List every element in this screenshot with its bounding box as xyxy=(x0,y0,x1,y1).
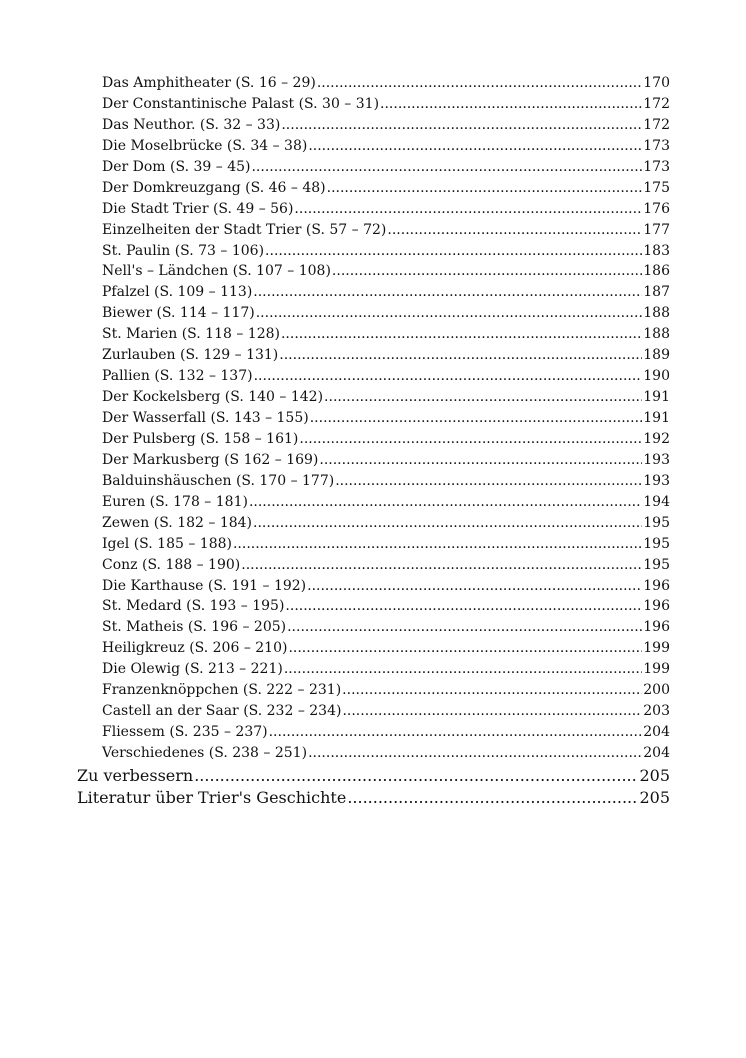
toc-entry[interactable] xyxy=(102,598,670,619)
toc-entry[interactable] xyxy=(102,640,670,661)
dot-leader xyxy=(387,222,642,238)
toc-entry[interactable] xyxy=(102,703,670,724)
dot-leader xyxy=(308,138,642,154)
dot-leader xyxy=(256,305,643,321)
dot-leader xyxy=(254,368,643,384)
dot-leader xyxy=(380,96,642,112)
toc-entry-page: 195 xyxy=(643,556,670,573)
dot-leader xyxy=(308,745,642,761)
toc-entry-title: Pfalzel (S. 109 – 113) xyxy=(102,284,253,301)
toc-entry-page: 186 xyxy=(643,263,670,280)
toc-entry[interactable] xyxy=(102,431,670,452)
toc-entry-title: Fliessem (S. 235 – 237) xyxy=(102,724,268,741)
toc-entry-title: Die Stadt Trier (S. 49 – 56) xyxy=(102,200,294,217)
toc-entry[interactable] xyxy=(102,243,670,264)
dot-leader xyxy=(284,661,642,677)
toc-entry-page: 190 xyxy=(643,368,670,385)
toc-entry[interactable] xyxy=(102,96,670,117)
toc-entry[interactable] xyxy=(102,284,670,305)
dot-leader xyxy=(281,117,642,133)
toc-entry-page: 195 xyxy=(643,514,670,531)
toc-entry[interactable] xyxy=(102,263,670,284)
dot-leader xyxy=(307,578,642,594)
toc-entry-title: Der Pulsberg (S. 158 – 161) xyxy=(102,430,299,447)
toc-entry-title: St. Paulin (S. 73 – 106) xyxy=(102,242,265,259)
toc-entry[interactable] xyxy=(102,159,670,180)
toc-entry-title: Pallien (S. 132 – 137) xyxy=(102,368,253,385)
toc-entry-title: Das Amphitheater (S. 16 – 29) xyxy=(102,75,316,91)
toc-entry-page: 193 xyxy=(643,451,670,468)
toc-entry[interactable] xyxy=(102,494,670,515)
toc-entry-page: 173 xyxy=(643,137,670,154)
toc-entry-page: 183 xyxy=(643,242,670,259)
toc-entry-title: Einzelheiten der Stadt Trier (S. 57 – 72) xyxy=(102,221,387,238)
toc-entry[interactable] xyxy=(102,389,670,410)
toc-entry-title: Der Domkreuzgang (S. 46 – 48) xyxy=(102,179,326,196)
dot-leader xyxy=(269,724,643,740)
toc-entry-page: 187 xyxy=(643,284,670,301)
toc-entry-page: 200 xyxy=(643,682,670,699)
toc-entry[interactable] xyxy=(102,515,670,536)
dot-leader xyxy=(319,452,642,468)
dot-leader xyxy=(294,201,642,217)
dot-leader xyxy=(287,619,642,635)
toc-entry-page: 176 xyxy=(643,200,670,217)
toc-entry[interactable] xyxy=(102,305,670,326)
toc-entry-page: 199 xyxy=(643,640,670,657)
toc-entry-title: St. Matheis (S. 196 – 205) xyxy=(102,619,287,636)
toc-entry-page: 196 xyxy=(643,598,670,615)
toc-entry-page: 205 xyxy=(639,787,670,807)
dot-leader xyxy=(288,640,642,656)
toc-entry-page: 188 xyxy=(643,326,670,343)
toc-entry-title: Die Moselbrücke (S. 34 – 38) xyxy=(102,137,308,154)
toc-entry-page: 189 xyxy=(643,347,670,364)
toc-entry-title: Conz (S. 188 – 190) xyxy=(102,556,241,573)
toc-section-entry[interactable] xyxy=(77,788,670,810)
dot-leader xyxy=(279,347,642,363)
toc-entry-page: 205 xyxy=(639,765,670,785)
dot-leader xyxy=(241,557,642,573)
table-of-contents xyxy=(0,75,746,810)
toc-entry-page: 194 xyxy=(643,493,670,510)
toc-entry[interactable] xyxy=(102,661,670,682)
toc-entry[interactable] xyxy=(102,473,670,494)
dot-leader xyxy=(310,410,643,426)
toc-entry[interactable] xyxy=(102,117,670,138)
dot-leader xyxy=(281,326,642,342)
toc-entry-title: Der Markusberg (S 162 – 169) xyxy=(102,451,319,468)
toc-entry[interactable] xyxy=(102,326,670,347)
toc-entry[interactable] xyxy=(102,452,670,473)
toc-entry[interactable] xyxy=(102,75,670,96)
toc-entry-title: Igel (S. 185 – 188) xyxy=(102,535,232,552)
dot-leader xyxy=(249,494,642,510)
dot-leader xyxy=(327,180,643,196)
toc-entry-page: 170 xyxy=(643,75,670,91)
toc-entry[interactable] xyxy=(102,201,670,222)
toc-entry-page: 204 xyxy=(643,745,670,761)
toc-entry-page: 173 xyxy=(643,158,670,175)
toc-entry[interactable] xyxy=(102,745,670,766)
dot-leader xyxy=(347,788,638,807)
dot-leader xyxy=(233,536,642,552)
toc-entry-page: 195 xyxy=(643,535,670,552)
toc-entry-title: Der Wasserfall (S. 143 – 155) xyxy=(102,410,309,426)
toc-entry-title: Castell an der Saar (S. 232 – 234) xyxy=(102,703,342,720)
dot-leader xyxy=(285,598,642,614)
toc-entry-page: 199 xyxy=(643,661,670,678)
toc-entry-page: 192 xyxy=(643,430,670,447)
toc-entry-title: Biewer (S. 114 – 117) xyxy=(102,305,255,322)
toc-entry-title: Zu verbessern xyxy=(77,765,194,785)
toc-entry[interactable] xyxy=(102,536,670,557)
toc-entry-page: 191 xyxy=(643,410,670,426)
toc-entry-title: Der Kockelsberg (S. 140 – 142) xyxy=(102,389,324,406)
toc-entry-page: 172 xyxy=(643,95,670,112)
toc-entry-page: 172 xyxy=(643,116,670,133)
dot-leader xyxy=(251,159,642,175)
toc-entry-title: Das Neuthor. (S. 32 – 33) xyxy=(102,116,281,133)
dot-leader xyxy=(194,766,638,785)
toc-entry[interactable] xyxy=(102,682,670,703)
dot-leader xyxy=(253,515,642,531)
toc-entry-title: Verschiedenes (S. 238 – 251) xyxy=(102,745,308,761)
toc-entry-title: Heiligkreuz (S. 206 – 210) xyxy=(102,640,288,657)
toc-entry[interactable] xyxy=(102,410,670,431)
dot-leader xyxy=(299,431,642,447)
toc-entry-page: 196 xyxy=(643,577,670,594)
toc-entry-title: Balduinshäuschen (S. 170 – 177) xyxy=(102,472,335,489)
toc-entry[interactable] xyxy=(102,347,670,368)
toc-entry[interactable] xyxy=(102,619,670,640)
dot-leader xyxy=(265,243,642,259)
toc-entry-title: Der Dom (S. 39 – 45) xyxy=(102,158,251,175)
toc-entry[interactable] xyxy=(102,138,670,159)
toc-section-entry[interactable] xyxy=(77,766,670,788)
toc-entry-page: 191 xyxy=(643,389,670,406)
toc-entry[interactable] xyxy=(102,368,670,389)
toc-entry-title: Die Olewig (S. 213 – 221) xyxy=(102,661,283,678)
toc-entry-title: Zurlauben (S. 129 – 131) xyxy=(102,347,279,364)
toc-entry[interactable] xyxy=(102,180,670,201)
toc-entry[interactable] xyxy=(102,724,670,745)
dot-leader xyxy=(317,75,642,91)
toc-entry-page: 188 xyxy=(643,305,670,322)
toc-entry-title: Die Karthause (S. 191 – 192) xyxy=(102,577,307,594)
dot-leader xyxy=(253,284,642,300)
toc-entry-page: 175 xyxy=(643,179,670,196)
toc-entry-page: 196 xyxy=(643,619,670,636)
toc-entry-page: 203 xyxy=(643,703,670,720)
toc-entry-title: St. Marien (S. 118 – 128) xyxy=(102,326,280,343)
toc-entry-page: 204 xyxy=(643,724,670,741)
dot-leader xyxy=(342,682,642,698)
toc-entry[interactable] xyxy=(102,557,670,578)
toc-entry-page: 177 xyxy=(643,221,670,238)
toc-entry-page: 193 xyxy=(643,472,670,489)
dot-leader xyxy=(332,263,642,279)
toc-entry-title: Euren (S. 178 – 181) xyxy=(102,493,248,510)
toc-entry[interactable] xyxy=(102,222,670,243)
toc-entry-title: Der Constantinische Palast (S. 30 – 31) xyxy=(102,95,380,112)
toc-entry[interactable] xyxy=(102,578,670,599)
toc-entry-title: Nell's – Ländchen (S. 107 – 108) xyxy=(102,263,331,280)
dot-leader xyxy=(335,473,642,489)
toc-entry-title: Literatur über Trier's Geschichte xyxy=(77,787,347,807)
toc-entry-title: Zewen (S. 182 – 184) xyxy=(102,514,253,531)
dot-leader xyxy=(342,703,642,719)
dot-leader xyxy=(324,389,642,405)
toc-entry-title: St. Medard (S. 193 – 195) xyxy=(102,598,285,615)
toc-entry-title: Franzenknöppchen (S. 222 – 231) xyxy=(102,682,342,699)
